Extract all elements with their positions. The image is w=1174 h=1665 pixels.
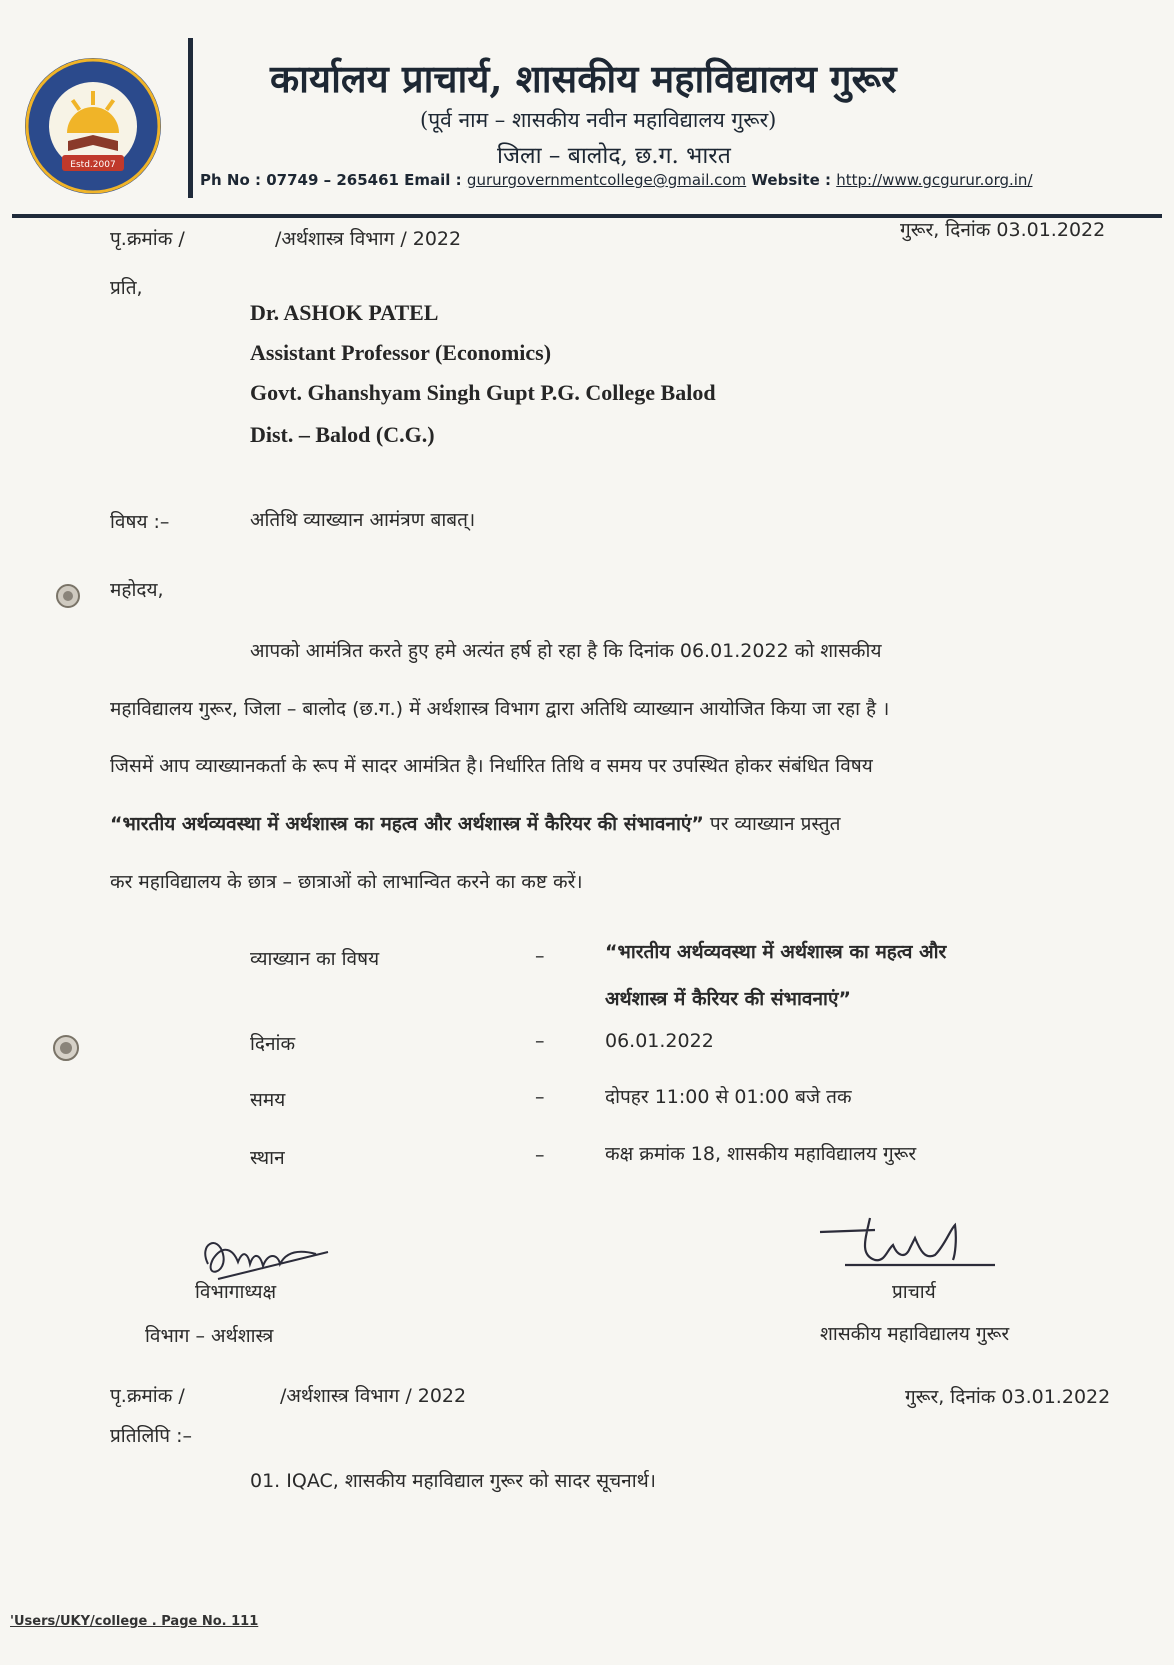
hod-title: विभागाध्यक्ष — [195, 1281, 277, 1303]
footer-path: 'Users/UKY/college . Page No. 111 — [10, 1614, 259, 1629]
place-date-2: गुरूर, दिनांक 03.01.2022 — [905, 1386, 1111, 1408]
salutation: महोदय, — [110, 579, 164, 601]
detail-value-topic-2: अर्थशास्त्र में कैरियर की संभावनाएं” — [605, 988, 851, 1010]
addressee-designation: Assistant Professor (Economics) — [250, 340, 552, 365]
addressee-district: Dist. – Balod (C.G.) — [250, 422, 435, 447]
detail-value-venue: कक्ष क्रमांक 18, शासकीय महाविद्यालय गुरूर — [605, 1143, 917, 1165]
office-title: कार्यालय प्राचार्य, शासकीय महाविद्यालय गुरूर — [270, 56, 897, 101]
para-line-3: जिसमें आप व्याख्यानकर्ता के रूप में सादर आमंत्रित है। निर्धारित तिथि व समय पर उपस्थित होकर संबंधित विषय — [110, 755, 873, 777]
detail-dash-time: – — [535, 1086, 545, 1108]
ref2-number: पृ.क्रमांक / — [110, 1385, 185, 1407]
principal-org: शासकीय महाविद्यालय गुरूर — [820, 1323, 1010, 1345]
addressee-name: Dr. ASHOK PATEL — [250, 300, 439, 325]
detail-dash-date: – — [535, 1030, 545, 1052]
detail-dash-topic: – — [535, 945, 545, 967]
logo-estd: Estd.2007 — [70, 160, 116, 170]
punch-hole-mark — [54, 582, 82, 610]
punch-hole-mark — [50, 1032, 82, 1064]
para-line-2: महाविद्यालय गुरूर, जिला – बालोद (छ.ग.) में अर्थशास्त्र विभाग द्वारा अतिथि व्याख्यान आयोजित किया जा रहा है । — [110, 698, 890, 720]
ref-number: पृ.क्रमांक / — [110, 228, 185, 250]
principal-title: प्राचार्य — [892, 1281, 936, 1303]
principal-signature — [815, 1210, 1005, 1280]
lecture-topic-quote: “भारतीय अर्थव्यवस्था में अर्थशास्त्र का महत्व और अर्थशास्त्र में कैरियर की संभावनाएं” — [110, 813, 704, 835]
para-line-4-tail: पर व्याख्यान प्रस्तुत — [709, 813, 841, 835]
subject-label: विषय :– — [110, 511, 170, 533]
para-line-5: कर महाविद्यालय के छात्र – छात्राओं को लाभान्वित करने का कष्ट करें। — [110, 871, 583, 893]
hod-dept: विभाग – अर्थशास्त्र — [145, 1325, 274, 1347]
place-date: गुरूर, दिनांक 03.01.2022 — [900, 219, 1106, 241]
college-logo — [22, 55, 164, 197]
prati-label: प्रति, — [110, 277, 143, 299]
subject-text: अतिथि व्याख्यान आमंत्रण बाबत्। — [250, 509, 476, 531]
addressee-college: Govt. Ghanshyam Singh Gupt P.G. College Balod — [250, 380, 716, 405]
para-line-1: आपको आमंत्रित करते हुए हमे अत्यंत हर्ष हो रहा है कि दिनांक 06.01.2022 को शासकीय — [250, 640, 882, 662]
detail-label-venue: स्थान — [250, 1147, 285, 1169]
ref2-dept: /अर्थशास्त्र विभाग / 2022 — [280, 1385, 467, 1407]
copy-item: 01. IQAC, शासकीय महाविद्याल गुरूर को सादर सूचनार्थ। — [250, 1470, 656, 1492]
contact-line — [200, 171, 1033, 189]
detail-value-time: दोपहर 11:00 से 01:00 बजे तक — [605, 1086, 852, 1108]
header-divider — [188, 38, 193, 198]
copy-label: प्रतिलिपि :– — [110, 1425, 193, 1447]
detail-label-topic: व्याख्यान का विषय — [250, 948, 380, 970]
detail-label-date: दिनांक — [250, 1033, 296, 1055]
website-link[interactable]: http://www.gcgurur.org.in/ — [836, 171, 1033, 189]
former-name: (पूर्व नाम – शासकीय नवीन महाविद्यालय गुरूर) — [420, 108, 777, 132]
website-label: Website : — [751, 171, 831, 189]
email-link[interactable]: gururgovernmentcollege@gmail.com — [466, 171, 747, 189]
detail-dash-venue: – — [535, 1144, 545, 1166]
district-line: जिला – बालोद, छ.ग. भारत — [497, 143, 731, 169]
detail-label-time: समय — [250, 1089, 286, 1111]
para-line-4 — [110, 810, 840, 836]
detail-value-date: 06.01.2022 — [605, 1030, 714, 1052]
detail-value-topic: “भारतीय अर्थव्यवस्था में अर्थशास्त्र का महत्व और — [605, 941, 947, 963]
phone-label: Ph No : 07749 – 265461 Email : — [200, 171, 462, 189]
ref-dept: /अर्थशास्त्र विभाग / 2022 — [275, 228, 462, 250]
